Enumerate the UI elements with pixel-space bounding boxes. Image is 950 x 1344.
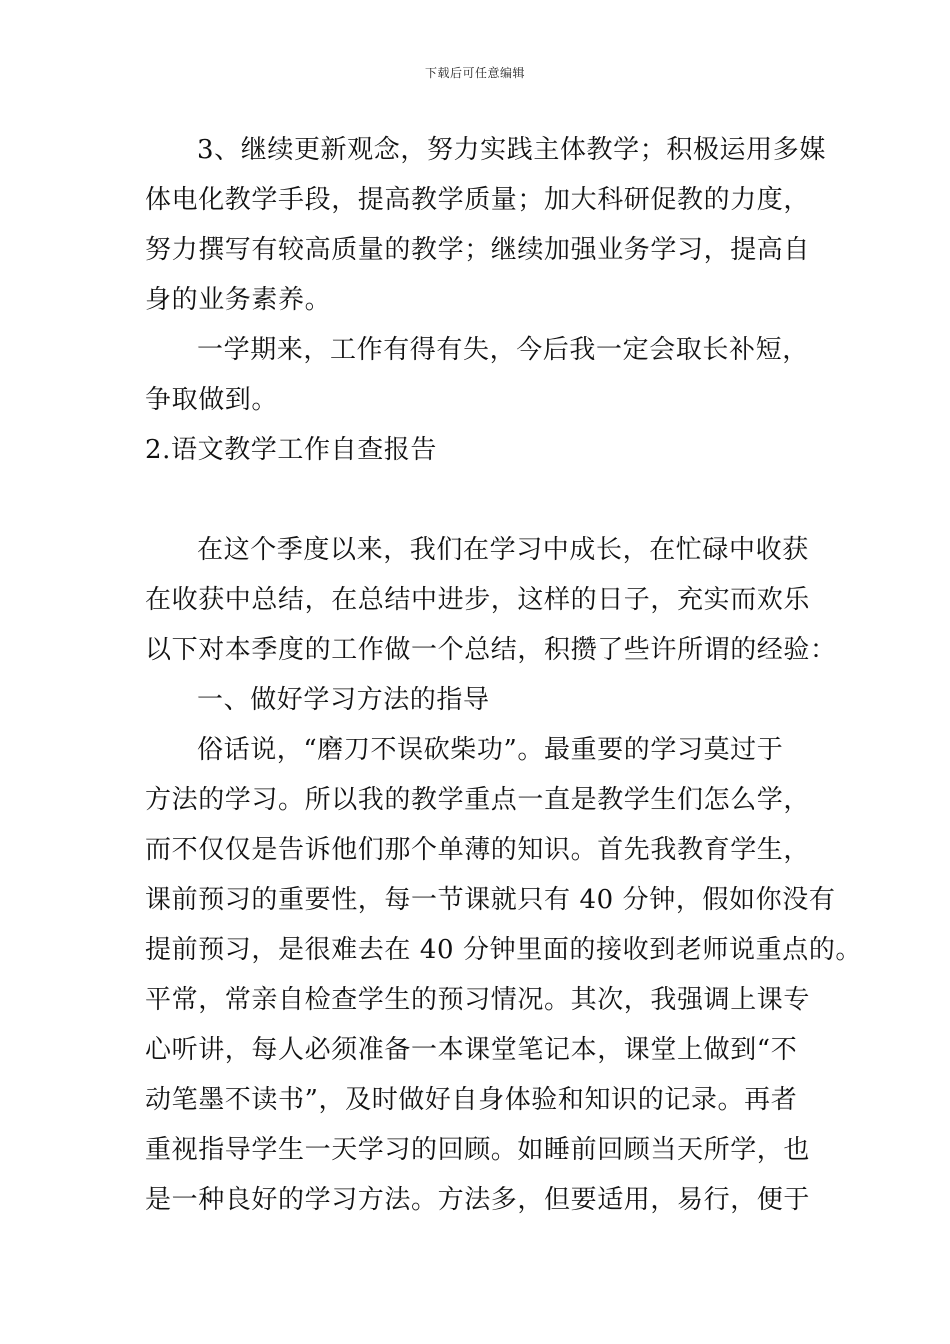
text-line: 提前预习，是很难去在 40 分钟里面的接收到老师说重点的。 [145, 935, 863, 965]
subsection-heading: 一、做好学习方法的指导 [197, 685, 490, 715]
text-line: 努力撰写有较高质量的教学；继续加强业务学习，提高自 [145, 235, 811, 265]
text-line: 一学期来，工作有得有失，今后我一定会取长补短， [197, 335, 809, 365]
text-line: 俗话说，“磨刀不误砍柴功”。最重要的学习莫过于 [197, 735, 784, 765]
text-line: 而不仅仅是告诉他们那个单薄的知识。首先我教育学生， [145, 835, 811, 865]
text-line: 动笔墨不读书”，及时做好自身体验和知识的记录。再者 [145, 1085, 798, 1115]
text-line: 3、继续更新观念，努力实践主体教学；积极运用多媒 [197, 135, 826, 165]
page-header-note: 下载后可任意编辑 [424, 66, 525, 80]
text-line: 在这个季度以来，我们在学习中成长，在忙碌中收获 [197, 535, 809, 565]
text-line: 在收获中总结，在总结中进步，这样的日子，充实而欢乐 [145, 585, 811, 615]
text-line: 体电化教学手段，提高教学质量；加大科研促教的力度， [145, 185, 811, 215]
text-line: 重视指导学生一天学习的回顾。如睡前回顾当天所学，也 [145, 1135, 811, 1165]
text-line: 身的业务素养。 [145, 285, 332, 315]
text-line: 心听讲，每人必须准备一本课堂笔记本，课堂上做到“不 [145, 1035, 798, 1065]
text-line: 是一种良好的学习方法。方法多，但要适用，易行，便于 [145, 1185, 811, 1215]
text-line: 平常，常亲自检查学生的预习情况。其次，我强调上课专 [145, 985, 811, 1015]
text-line: 争取做到。 [145, 385, 279, 415]
text-line: 以下对本季度的工作做一个总结，积攒了些许所谓的经验： [145, 635, 837, 665]
text-line: 课前预习的重要性，每一节课就只有 40 分钟，假如你没有 [145, 885, 836, 915]
section-heading: 2.语文教学工作自查报告 [145, 435, 438, 465]
text-line: 方法的学习。所以我的教学重点一直是教学生们怎么学， [145, 785, 811, 815]
